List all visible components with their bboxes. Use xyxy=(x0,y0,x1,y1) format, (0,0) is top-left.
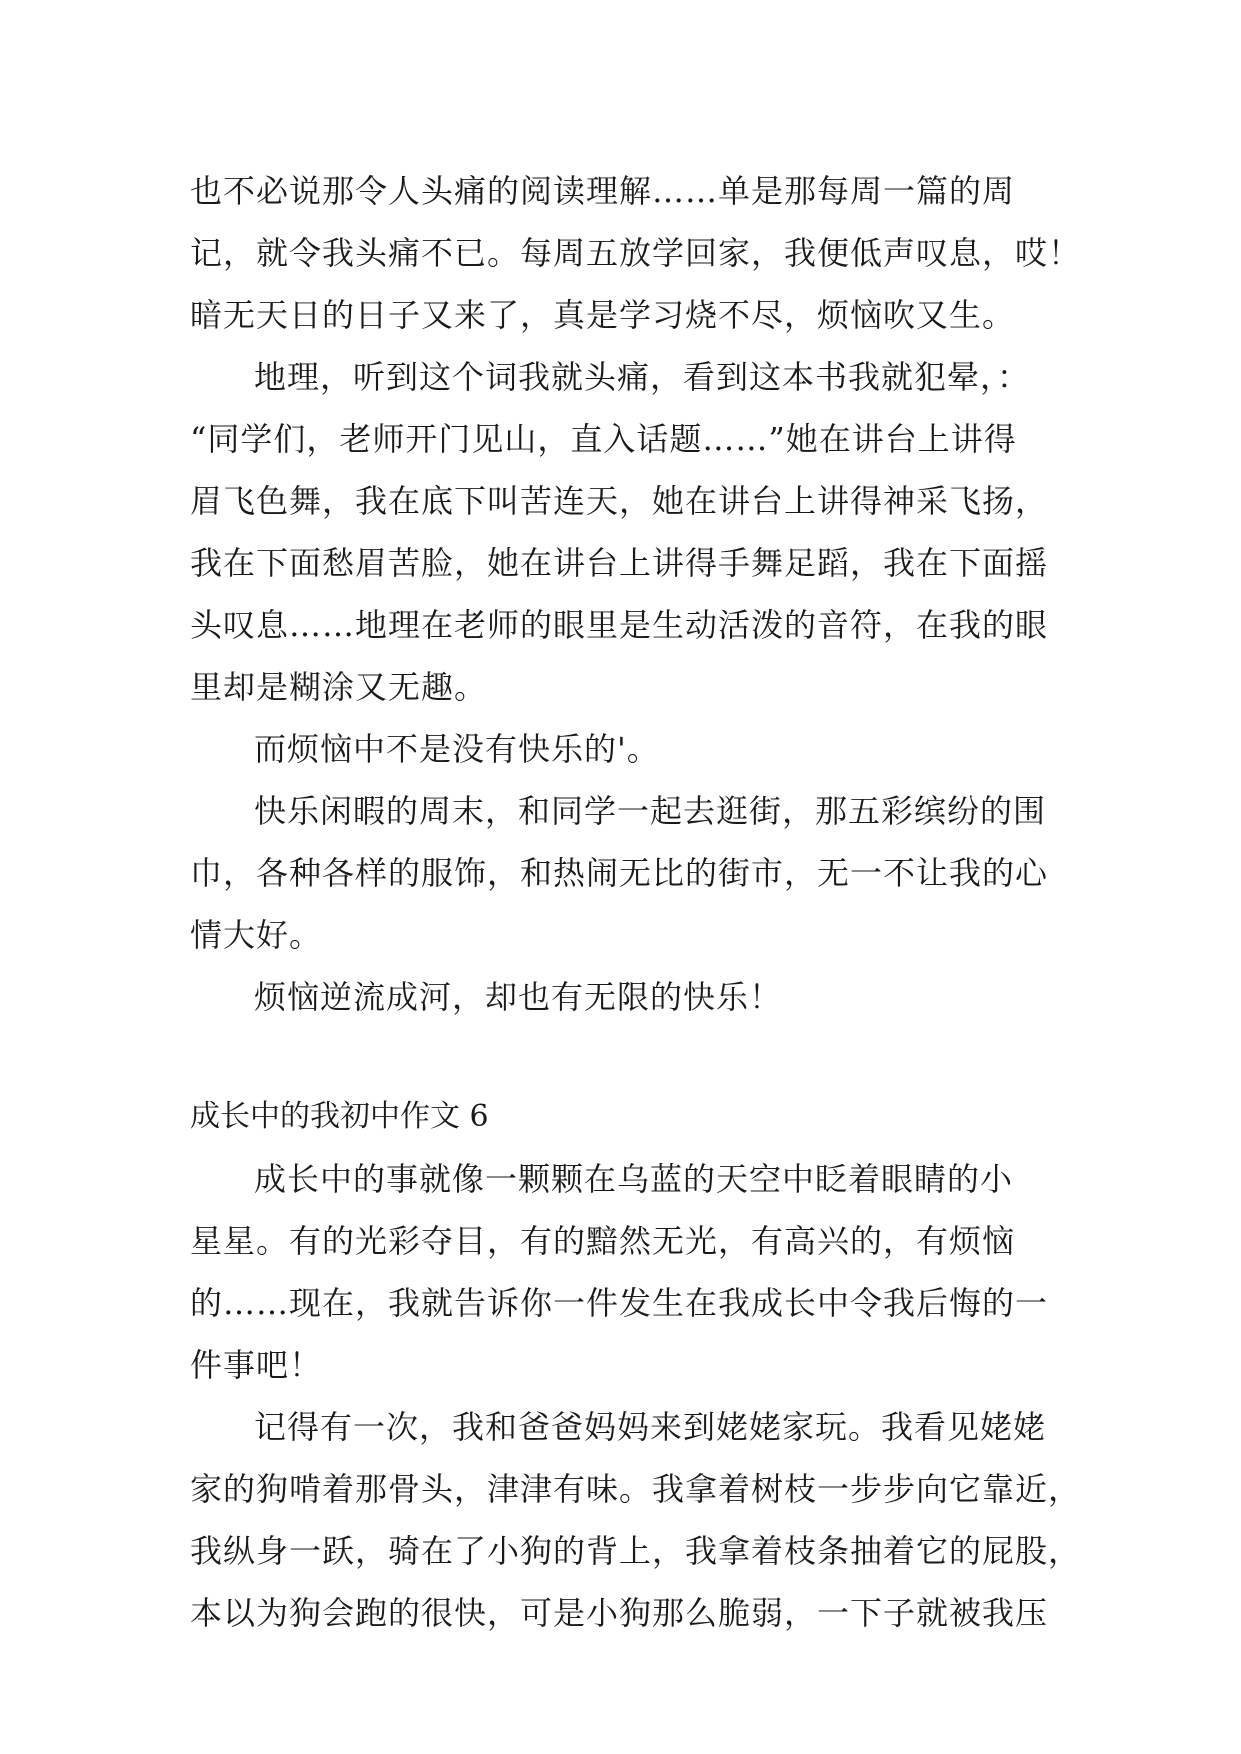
text-line: 快乐闲暇的周末，和同学一起去逛街，那五彩缤纷的围 xyxy=(254,792,1047,830)
text-line: 成长中的事就像一颗颗在乌蓝的天空中眨着眼睛的小 xyxy=(254,1160,1014,1198)
text-line: 家的狗啃着那骨头，津津有味。我拿着树枝一步步向它靠近， xyxy=(190,1470,1082,1508)
section-gap xyxy=(190,1028,1060,1086)
text-line: 件事吧！ xyxy=(190,1346,323,1384)
paragraph xyxy=(190,160,1082,346)
text-line: 的……现在，我就告诉你一件发生在我成长中令我后悔的一 xyxy=(190,1284,1049,1322)
text-line: 也不必说那令人头痛的阅读理解……单是那每周一篇的周 xyxy=(190,172,1016,210)
text-line: “同学们，老师开门见山，直入话题……”她在讲台上讲得 xyxy=(190,420,1017,458)
text-line: 本以为狗会跑的很快，可是小狗那么脆弱，一下子就被我压 xyxy=(190,1594,1049,1632)
paragraph xyxy=(190,1148,1060,1396)
paragraph xyxy=(190,718,1060,780)
paragraph xyxy=(190,346,1060,718)
paragraph xyxy=(190,1396,1082,1644)
text-line: 烦恼逆流成河，却也有无限的快乐！ xyxy=(254,978,783,1016)
text-line: 星星。有的光彩夺目，有的黯然无光，有高兴的，有烦恼 xyxy=(190,1222,1016,1260)
section-title: 成长中的我初中作文 6 xyxy=(190,1099,489,1134)
text-line: 而烦恼中不是没有快乐的'。 xyxy=(254,730,660,768)
text-line: 我在下面愁眉苦脸，她在讲台上讲得手舞足蹈，我在下面摇 xyxy=(190,544,1049,582)
text-line: 头叹息……地理在老师的眼里是生动活泼的音符，在我的眼 xyxy=(190,606,1049,644)
text-line: 眉飞色舞，我在底下叫苦连天，她在讲台上讲得神采飞扬， xyxy=(190,482,1049,520)
text-line: 里却是糊涂又无趣。 xyxy=(190,668,488,706)
text-line: 记得有一次，我和爸爸妈妈来到姥姥家玩。我看见姥姥 xyxy=(254,1408,1047,1446)
text-line: 记，就令我头痛不已。每周五放学回家，我便低声叹息，哎！ xyxy=(190,234,1082,272)
document-body xyxy=(190,160,1082,1644)
text-line: 巾，各种各样的服饰，和热闹无比的街市，无一不让我的心 xyxy=(190,854,1049,892)
text-line: 地理，听到这个词我就头痛，看到这本书我就犯晕，： xyxy=(254,358,1031,396)
paragraph xyxy=(190,780,1060,966)
paragraph xyxy=(190,966,1060,1028)
text-line: 暗无天日的日子又来了，真是学习烧不尽，烦恼吹又生。 xyxy=(190,296,1016,334)
text-line: 我纵身一跃，骑在了小狗的背上，我拿着枝条抽着它的屁股， xyxy=(190,1532,1082,1570)
text-line: 情大好。 xyxy=(190,916,323,954)
